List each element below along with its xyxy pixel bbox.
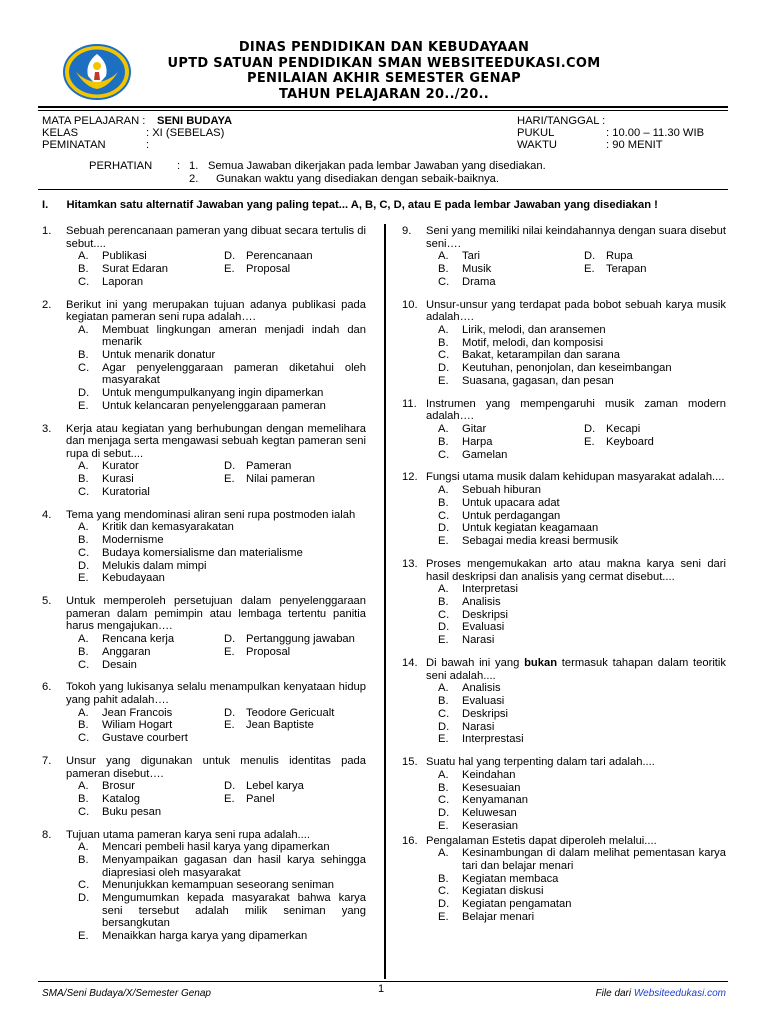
option-letter: D.	[224, 460, 236, 473]
option-text: Rupa	[606, 250, 633, 263]
option-letter: E.	[224, 262, 235, 275]
header-line-2: UPTD SATUAN PENDIDIKAN SMAN WEBSITEEDUKASI.COM	[167, 55, 601, 71]
option-text: Proposal	[246, 262, 291, 275]
question	[402, 756, 726, 833]
option-letter: D.	[584, 422, 596, 435]
header-line-3: PENILAIAN AKHIR SEMESTER GENAP	[247, 71, 521, 86]
option-letter: E.	[224, 473, 235, 486]
option-letter: E.	[438, 911, 449, 923]
question	[402, 558, 726, 647]
option-letter: D.	[78, 386, 90, 399]
option-letter: A.	[78, 780, 89, 793]
column-divider	[384, 224, 386, 979]
option-text: Untuk kegiatan keagamaan	[462, 522, 599, 535]
page-number: 1	[378, 983, 385, 995]
option-text: Kenyamanan	[462, 794, 528, 807]
question-number: 9.	[402, 225, 412, 237]
option-text: Katalog	[102, 793, 140, 806]
option-letter: A.	[78, 841, 89, 854]
option-text: Kegiatan pengamatan	[462, 898, 572, 911]
option-text: Deskripsi	[462, 608, 509, 621]
option-letter: B.	[78, 262, 89, 275]
option-letter: E.	[584, 435, 595, 448]
option-text: Jean Baptiste	[246, 719, 314, 732]
question-number: 14.	[402, 657, 418, 670]
option-text: Kesinambungan di dalam melihat pementasan karya tari dan belajar menari	[462, 847, 726, 873]
question-text	[426, 657, 726, 682]
option-letter: C.	[438, 707, 450, 720]
option-text: Gamelan	[462, 448, 508, 461]
option-text: Interprestasi	[462, 733, 524, 746]
option-text: Narasi	[462, 720, 495, 733]
option-text: Kegiatan membaca	[462, 872, 559, 885]
option-text: Lebel karya	[246, 780, 304, 793]
option-letter: C.	[438, 349, 450, 362]
footer-right	[596, 988, 726, 1001]
question	[42, 509, 366, 586]
option-letter: D.	[224, 633, 236, 646]
option-letter: D.	[584, 250, 596, 263]
option-letter: A.	[78, 323, 89, 336]
perhatian-text: Gunakan waktu yang disediakan dengan sebaik-baiknya.	[216, 173, 499, 185]
option-text: Teodore Gericualt	[246, 706, 335, 719]
option-letter: D.	[224, 250, 236, 263]
option-text: Analisis	[462, 682, 501, 695]
option-letter: E.	[438, 820, 449, 833]
perhatian-colon: :	[177, 160, 181, 172]
waktu-label: WAKTU	[517, 139, 557, 152]
option-letter: E.	[438, 733, 449, 746]
letterhead	[0, 40, 768, 102]
pukul-value: : 10.00 – 11.30 WIB	[606, 127, 705, 140]
option-letter: A.	[78, 521, 89, 534]
perhatian-block	[89, 160, 729, 186]
question	[42, 423, 366, 499]
option-text: Keserasian	[462, 820, 518, 833]
question	[402, 398, 726, 462]
option-letter: B.	[78, 645, 89, 658]
option-text: Menunjukkan kemampuan seseorang seniman	[102, 879, 334, 892]
option-letter: B.	[78, 854, 89, 866]
instruction-text: Hitamkan satu alternatif Jawaban yang paling tepat... A, B, C, D, atau E pada lembar Jawaban yang disediakan !	[66, 199, 658, 211]
question	[42, 681, 366, 745]
question-text: Unsur yang digunakan untuk menulis identitas pada pameran disebut….	[66, 755, 366, 780]
option-text: Untuk menarik donatur	[102, 348, 216, 361]
question-number: 5.	[42, 595, 52, 608]
option-text: Kegiatan diskusi	[462, 885, 544, 898]
question-number: 1.	[42, 225, 52, 237]
hari-label: HARI/TANGGAL :	[517, 115, 606, 127]
question-number: 16.	[402, 834, 418, 847]
section-rule	[38, 189, 728, 190]
option-text: Kebudayaan	[102, 572, 165, 585]
option-letter: D.	[224, 706, 236, 719]
perhatian-num: 1.	[189, 160, 199, 172]
question	[402, 657, 726, 746]
option-text: Analisis	[462, 595, 501, 608]
perhatian-label: PERHATIAN	[89, 160, 153, 172]
option-letter: B.	[78, 719, 89, 732]
option-letter: C.	[438, 509, 450, 522]
peminatan-value: :	[146, 139, 150, 152]
option-text: Anggaran	[102, 645, 151, 658]
option-letter: B.	[78, 348, 89, 361]
option-letter: B.	[438, 336, 449, 349]
question-text: Suatu hal yang terpenting dalam tari adalah....	[426, 756, 655, 769]
option-letter: E.	[78, 929, 89, 942]
option-text: Mencari pembeli hasil karya yang dipamerkan	[102, 841, 330, 854]
question-number: 2.	[42, 298, 52, 311]
option-text: Kurator	[102, 460, 139, 473]
option-text: Gustave courbert	[102, 732, 188, 745]
question	[402, 835, 726, 924]
option-text: Narasi	[462, 634, 495, 647]
section-number: I.	[42, 199, 49, 211]
option-text: Motif, melodi, dan komposisi	[462, 336, 604, 349]
mapel-label: MATA PELAJARAN :	[42, 115, 146, 127]
option-text: Untuk mengumpulkanyang ingin dipamerkan	[102, 386, 324, 399]
option-text: Surat Edaran	[102, 262, 168, 275]
waktu-value: : 90 MENIT	[606, 139, 663, 152]
option-letter: D.	[78, 559, 90, 572]
option-text: Melukis dalam mimpi	[102, 559, 207, 572]
question-text: Pengalaman Estetis dapat diperoleh melalui....	[426, 834, 657, 847]
question-number: 10.	[402, 298, 418, 311]
option-text: Menyampaikan gagasan dan hasil karya sehingga diapresiasi oleh masyarakat	[102, 854, 366, 879]
option-text: Untuk kelancaran penyelenggaraan pameran	[102, 399, 326, 412]
option-letter: E.	[224, 719, 235, 732]
option-text: Agar penyelenggaraan pameran diketahui oleh masyarakat	[102, 361, 366, 387]
question-text-part: termasuk tahapan dalam teoritik seni adalah....	[426, 657, 726, 682]
header-rule-thin	[38, 110, 728, 111]
question-text: Berikut ini yang merupakan tujuan adanya publikasi pada kegiatan pameran seni rupa adalah….	[66, 298, 366, 324]
option-letter: D.	[438, 522, 450, 535]
option-letter: C.	[78, 879, 90, 892]
option-text: Perencanaan	[246, 250, 313, 263]
question-text: Unsur-unsur yang terdapat pada bobot sebuah karya musik adalah….	[426, 298, 726, 324]
question	[42, 829, 366, 943]
option-text: Brosur	[102, 780, 135, 793]
option-text: Budaya komersialisme dan materialisme	[102, 546, 303, 559]
option-letter: E.	[438, 535, 449, 548]
option-letter: D.	[78, 891, 90, 904]
question-number: 4.	[42, 508, 52, 521]
question	[402, 225, 726, 289]
option-text: Kecapi	[606, 422, 641, 435]
question-number: 6.	[42, 681, 52, 694]
option-text: Jean Francois	[102, 706, 173, 719]
kelas-value: : XI (SEBELAS)	[146, 127, 225, 140]
option-letter: A.	[438, 847, 449, 860]
option-text: Rencana kerja	[102, 633, 175, 646]
option-text: Pertanggung jawaban	[246, 633, 355, 646]
header-rule-thick	[38, 106, 728, 108]
option-text: Pameran	[246, 460, 292, 473]
option-text: Untuk perdagangan	[462, 509, 561, 522]
question	[42, 299, 366, 413]
option-letter: C.	[78, 805, 90, 818]
option-letter: E.	[78, 572, 89, 585]
question-number: 11.	[402, 397, 417, 410]
question-number: 13.	[402, 557, 418, 570]
question-text-emphasis: bukan	[524, 657, 558, 670]
option-text: Lirik, melodi, dan aransemen	[462, 323, 606, 336]
question-text-part: Di bawah ini yang	[426, 657, 525, 670]
option-text: Drama	[462, 275, 496, 288]
option-letter: C.	[78, 275, 90, 288]
option-letter: A.	[438, 323, 449, 336]
option-text: Wiliam Hogart	[102, 719, 173, 732]
option-text: Laporan	[102, 275, 144, 288]
option-text: Bakat, ketarampilan dan sarana	[462, 349, 620, 362]
footer-rule	[38, 981, 728, 982]
option-text: Sebuah hiburan	[462, 483, 542, 496]
option-letter: E.	[224, 793, 235, 806]
peminatan-label: PEMINATAN	[42, 139, 106, 152]
option-letter: A.	[438, 422, 449, 435]
option-letter: A.	[78, 706, 89, 719]
option-text: Nilai pameran	[246, 473, 316, 486]
question-text: Tokoh yang lukisanya selalu menampulkan kenyataan hidup yang pahit adalah….	[66, 681, 366, 707]
option-text: Keyboard	[606, 435, 654, 448]
option-letter: D.	[438, 720, 450, 733]
question-text: Proses mengemukakan arto atau makna karya seni dari hasil deskripsi dan analisis yang cermat disebut....	[426, 557, 726, 583]
option-letter: B.	[438, 872, 449, 885]
option-text: Kuratorial	[102, 485, 150, 498]
option-letter: C.	[438, 448, 450, 461]
option-text: Publikasi	[102, 250, 147, 263]
question-text: Kerja atau kegiatan yang berhubungan dengan memelihara dan menjaga serta mengawasi sebuah kegtan pameran seni rupa di sebut....	[66, 422, 366, 460]
option-letter: A.	[78, 460, 89, 473]
option-letter: C.	[78, 361, 90, 374]
option-text: Panel	[246, 793, 275, 806]
option-letter: A.	[78, 250, 89, 263]
option-text: Gitar	[462, 422, 487, 435]
question-text: Seni yang memiliki nilai keindahannya dengan suara disebut seni….	[426, 225, 726, 250]
question-text: Tujuan utama pameran karya seni rupa adalah....	[66, 828, 310, 841]
option-letter: A.	[438, 483, 449, 496]
left-column	[42, 225, 366, 953]
perhatian-num: 2.	[189, 173, 199, 185]
question-text: Instrumen yang mempengaruhi musik zaman modern adalah….	[426, 397, 726, 423]
option-letter: A.	[78, 633, 89, 646]
option-text: Interpretasi	[462, 583, 518, 596]
option-text: Untuk upacara adat	[462, 496, 560, 509]
option-letter: D.	[438, 621, 450, 634]
option-text: Keluwesan	[462, 807, 517, 820]
option-text: Terapan	[606, 262, 647, 275]
question-number: 15.	[402, 756, 418, 769]
option-letter: B.	[78, 473, 89, 486]
option-letter: C.	[78, 485, 90, 498]
option-letter: B.	[78, 793, 89, 806]
option-text: Menaikkan harga karya yang dipamerkan	[102, 929, 308, 942]
option-letter: D.	[224, 780, 236, 793]
option-text: Keindahan	[462, 768, 516, 781]
option-letter: A.	[438, 250, 449, 263]
option-letter: A.	[438, 768, 449, 781]
question	[402, 471, 726, 548]
header-line-1: DINAS PENDIDIKAN DAN KEBUDAYAAN	[238, 40, 530, 55]
website-link[interactable]: Websiteedukasi.com	[633, 988, 726, 999]
kelas-label: KELAS	[42, 127, 79, 140]
option-letter: E.	[584, 262, 595, 275]
pukul-label: PUKUL	[517, 127, 555, 140]
mapel-value: SENI BUDAYA	[157, 115, 233, 127]
option-text: Tari	[462, 250, 481, 263]
header-line-4: TAHUN PELAJARAN 20../20..	[278, 86, 490, 102]
question-text: Sebuah perencanaan pameran yang dibuat secara tertulis di sebut....	[66, 225, 366, 250]
option-letter: D.	[438, 807, 450, 820]
option-text: Evaluasi	[462, 695, 505, 708]
option-text: Keutuhan, penonjolan, dan keseimbangan	[462, 362, 672, 375]
option-text: Desain	[102, 658, 137, 671]
option-text: Kritik dan kemasyarakatan	[102, 521, 234, 534]
question-number: 7.	[42, 755, 52, 768]
option-letter: D.	[438, 898, 450, 911]
perhatian-text: Semua Jawaban dikerjakan pada lembar Jawaban yang disediakan.	[208, 160, 546, 172]
section-instruction	[42, 199, 658, 212]
option-letter: C.	[438, 608, 450, 621]
footer-left: SMA/Seni Budaya/X/Semester Genap	[42, 988, 211, 999]
question	[402, 299, 726, 388]
question	[42, 755, 366, 819]
option-text: Harpa	[462, 435, 493, 448]
option-letter: C.	[78, 658, 90, 671]
right-column	[402, 225, 726, 934]
option-letter: E.	[438, 634, 449, 647]
option-text: Proposal	[246, 645, 291, 658]
option-letter: D.	[438, 362, 450, 375]
option-text: Deskripsi	[462, 707, 509, 720]
option-letter: A.	[438, 682, 449, 695]
question	[42, 225, 366, 289]
option-text: Musik	[462, 262, 492, 275]
option-text: Kesesuaian	[462, 781, 521, 794]
option-text: Sebagai media kreasi bermusik	[462, 535, 619, 548]
option-letter: E.	[224, 645, 235, 658]
option-text: Suasana, gagasan, dan pesan	[462, 374, 614, 387]
option-letter: B.	[438, 262, 449, 275]
footer-right-text: File dari	[595, 988, 634, 999]
question-text: Fungsi utama musik dalam kehidupan masyarakat adalah....	[426, 471, 725, 484]
option-text: Mengumumkan kepada masyarakat bahwa karya seni tersebut adalah milik seniman yang bersangkutan	[102, 891, 366, 930]
option-letter: B.	[438, 695, 449, 708]
option-letter: C.	[438, 794, 450, 807]
question-number: 8.	[42, 828, 52, 841]
option-text: Modernisme	[102, 534, 164, 547]
option-letter: E.	[78, 399, 89, 412]
option-letter: B.	[78, 534, 89, 547]
option-text: Membuat lingkungan ameran menjadi indah dan menarik	[102, 323, 366, 349]
option-letter: B.	[438, 435, 449, 448]
option-letter: C.	[438, 885, 450, 898]
option-letter: C.	[78, 732, 90, 745]
option-letter: C.	[78, 546, 90, 559]
question-text: Tema yang mendominasi aliran seni rupa postmoden ialah	[66, 508, 356, 521]
option-letter: E.	[438, 374, 449, 387]
option-text: Buku pesan	[102, 805, 162, 818]
option-letter: A.	[438, 583, 449, 596]
question-number: 12.	[402, 471, 418, 484]
question-number: 3.	[42, 422, 52, 435]
option-text: Kurasi	[102, 473, 134, 486]
question	[42, 595, 366, 671]
option-text: Belajar menari	[462, 911, 535, 923]
option-letter: B.	[438, 496, 449, 509]
question-text: Untuk memperoleh persetujuan dalam penyelenggaraan pameran dalam pemimpin atau lembaga tertentu panitia harus mengajukan….	[66, 595, 366, 633]
option-letter: B.	[438, 781, 449, 794]
option-letter: C.	[438, 275, 450, 288]
option-letter: B.	[438, 595, 449, 608]
option-text: Evaluasi	[462, 621, 505, 634]
exam-info	[42, 115, 732, 152]
